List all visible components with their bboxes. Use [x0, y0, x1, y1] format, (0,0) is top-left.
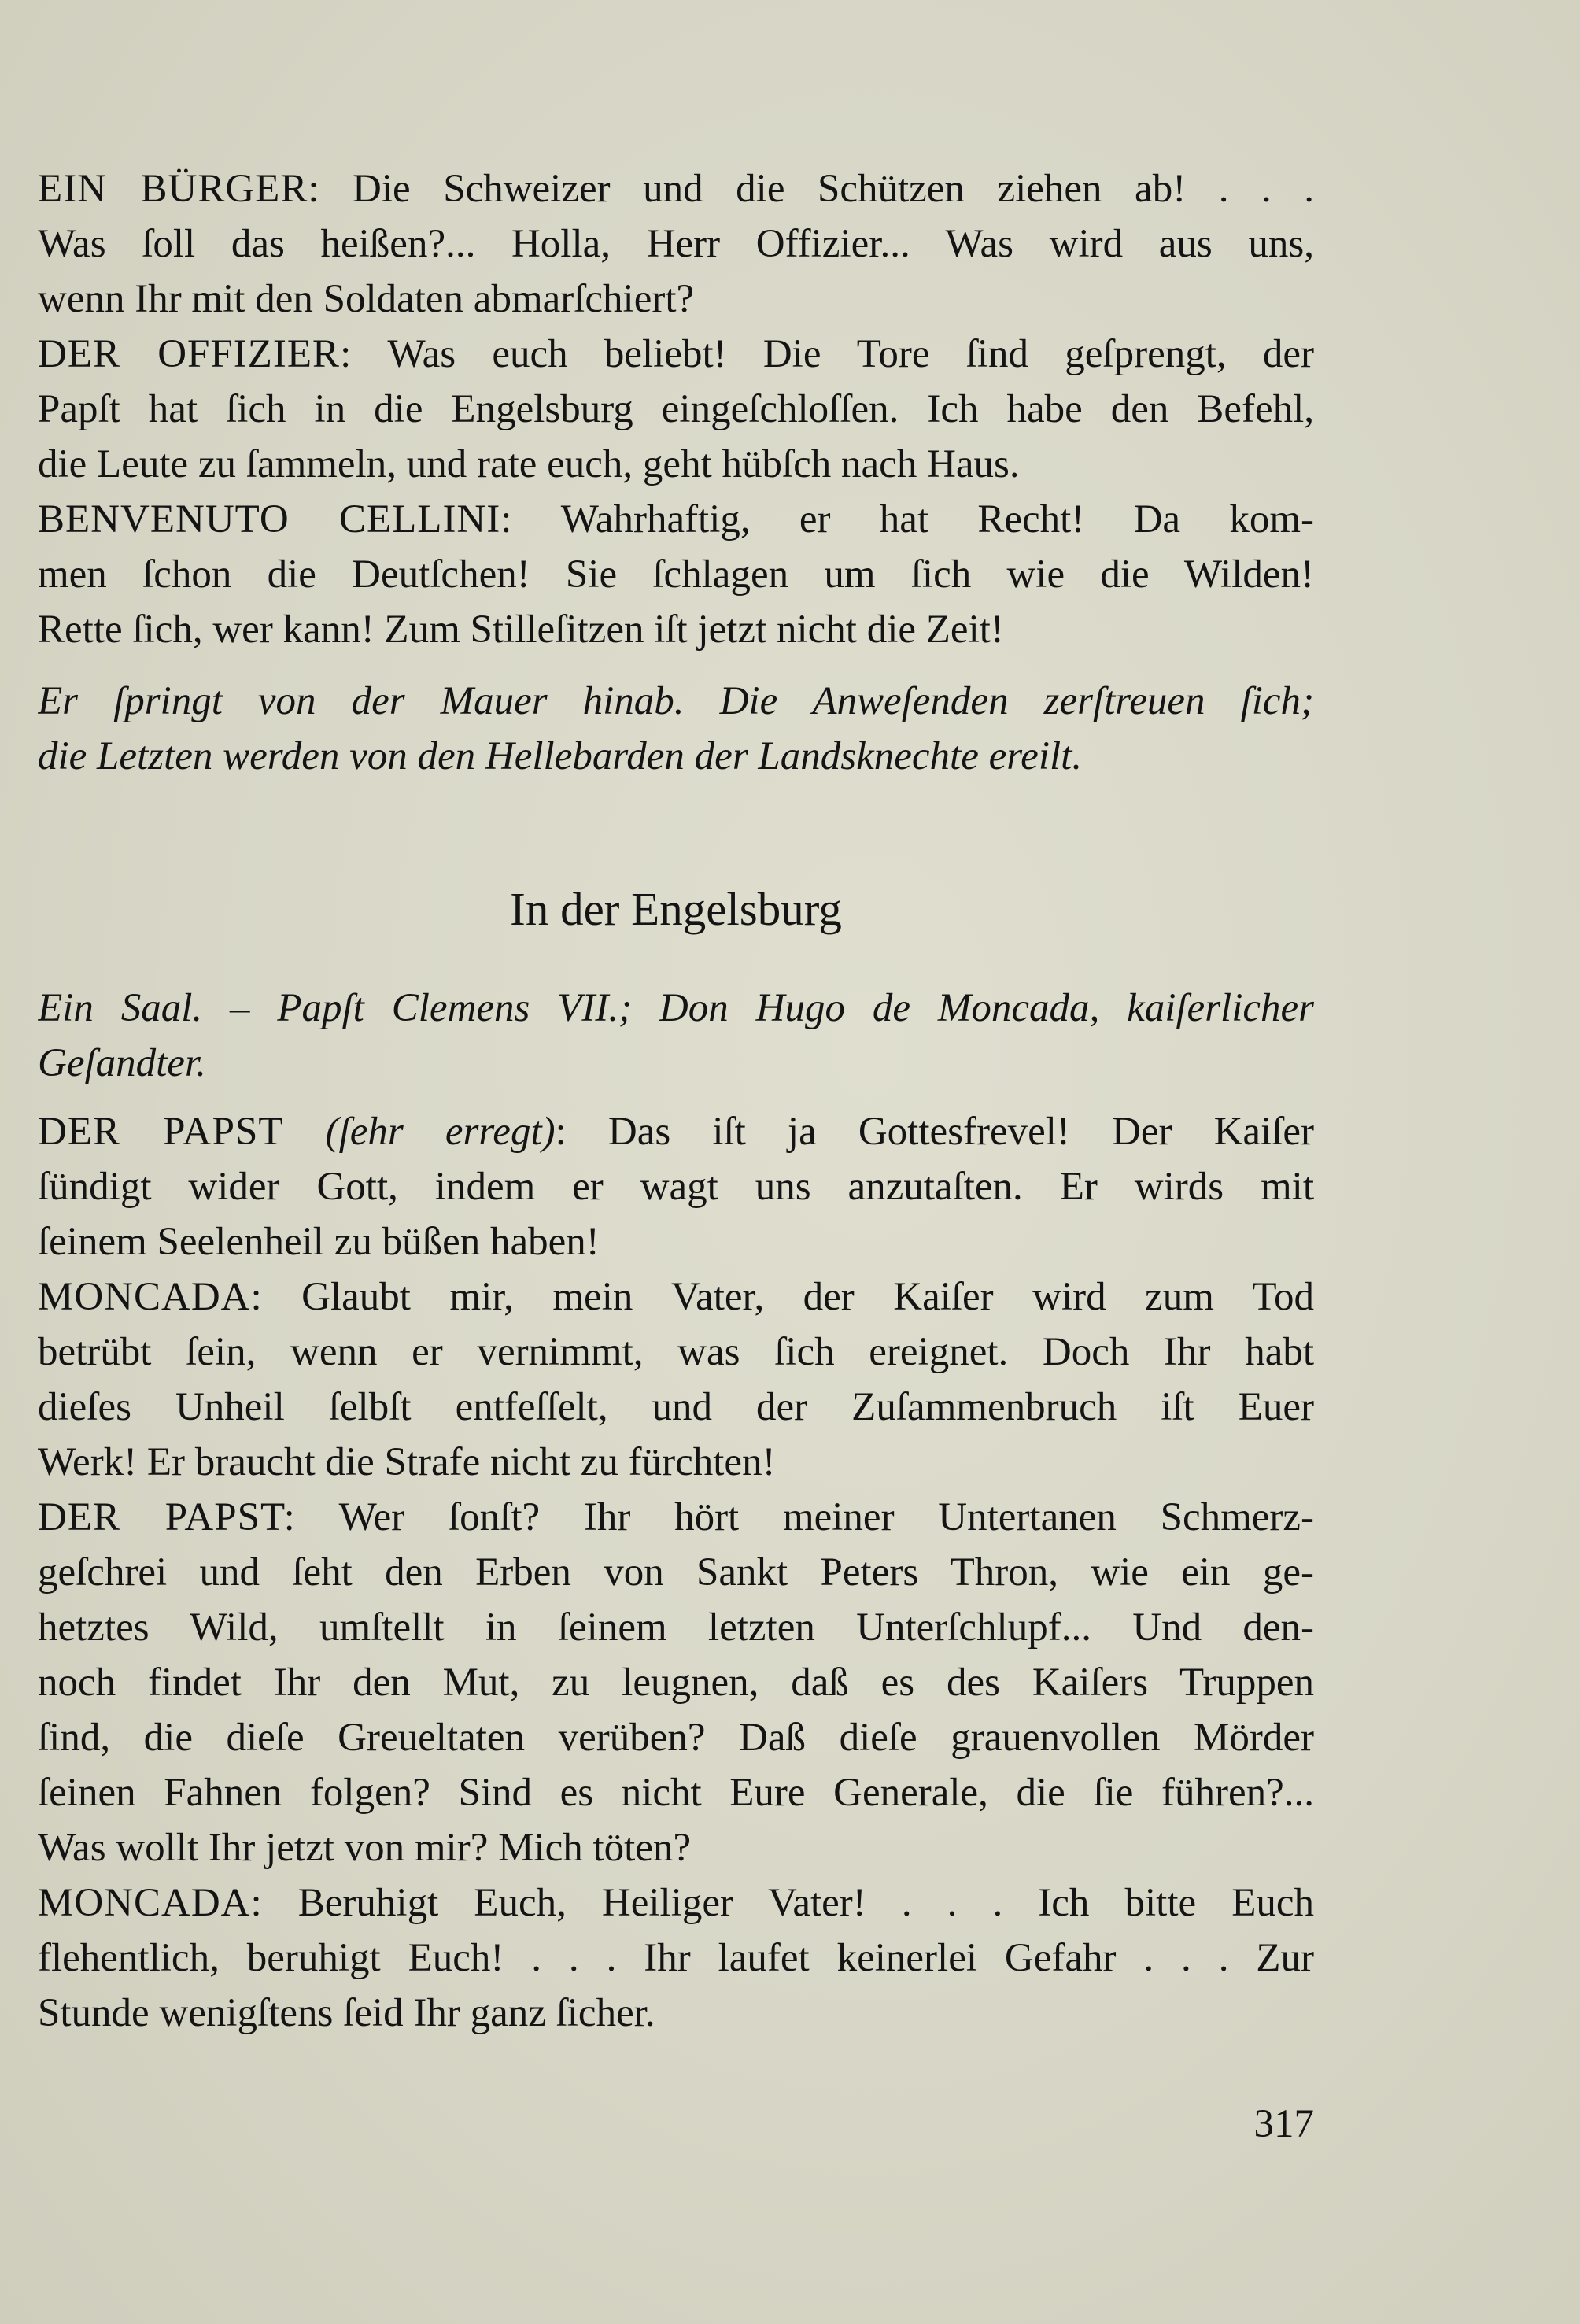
- stage-direction-text: Er ſpringt von der Mauer hinab. Die Anweſenden zerſtreuen ſich;: [38, 679, 1314, 723]
- dialogue-text: Was ſoll das heißen?... Holla, Herr Offizier... Was wird aus uns,: [38, 222, 1314, 266]
- stage-direction: [38, 728, 1314, 785]
- dialogue-text: ſind, die dieſe Greueltaten verüben? Daß dieſe grauenvollen Mörder: [38, 1716, 1314, 1760]
- stage-direction-inline: (ſehr erregt): [283, 1110, 556, 1154]
- text-line: [38, 326, 1314, 382]
- text-line: [38, 1489, 1314, 1546]
- text-line: [38, 1709, 1314, 1766]
- text-line: [38, 216, 1314, 272]
- speaker-label: EIN BÜRGER:: [38, 167, 320, 211]
- stage-direction: [38, 980, 1314, 1036]
- text-line: [38, 1158, 1314, 1215]
- scene-heading: In der Engelsburg: [510, 883, 842, 935]
- text-line: [38, 601, 1314, 658]
- text-line: [38, 381, 1314, 438]
- speaker-label: DER PAPST: [38, 1110, 284, 1154]
- text-line: [38, 1214, 1314, 1270]
- dialogue-text: Stunde wenigſtens ſeid Ihr ganz ſicher.: [38, 1991, 655, 2035]
- dialogue-text: Beruhigt Euch, Heiliger Vater! . . . Ich bitte Euch: [262, 1881, 1314, 1925]
- text-line: [38, 1434, 1314, 1491]
- speaker-label: BENVENUTO CELLINI:: [38, 497, 513, 541]
- stage-direction: [38, 673, 1314, 730]
- dialogue-text: : Das iſt ja Gottesfrevel! Der Kaiſer: [555, 1110, 1314, 1154]
- dialogue-text: ſeinen Fahnen folgen? Sind es nicht Eure Generale, die ſie führen?...: [38, 1771, 1314, 1815]
- speaker-label: MONCADA:: [38, 1275, 263, 1319]
- text-line: [38, 1379, 1314, 1435]
- stage-direction-text: die Letzten werden von den Hellebarden der Landsknechte ereilt.: [38, 734, 1083, 778]
- text-line: [38, 1930, 1314, 1986]
- speaker-label: DER OFFIZIER:: [38, 332, 353, 376]
- dialogue-text: noch findet Ihr den Mut, zu leugnen, daß es des Kaiſers Truppen: [38, 1661, 1314, 1705]
- dialogue-text: dieſes Unheil ſelbſt entfeſſelt, und der Zuſammenbruch iſt Euer: [38, 1385, 1314, 1429]
- text-line: [38, 436, 1314, 493]
- stage-direction-text: Geſandter.: [38, 1041, 206, 1085]
- text-line: [38, 491, 1314, 548]
- dialogue-text: Wahrhaftig, er hat Recht! Da kom-: [512, 497, 1314, 541]
- text-line: [38, 546, 1314, 603]
- dialogue-text: Rette ſich, wer kann! Zum Stilleſitzen iſt jetzt nicht die Zeit!: [38, 608, 1004, 652]
- dialogue-text: flehentlich, beruhigt Euch! . . . Ihr laufet keinerlei Gefahr . . . Zur: [38, 1936, 1314, 1980]
- dialogue-text: geſchrei und ſeht den Erben von Sankt Peters Thron, wie ein ge-: [38, 1550, 1314, 1594]
- text-line: [38, 1875, 1314, 1931]
- dialogue-text: wenn Ihr mit den Soldaten abmarſchiert?: [38, 277, 695, 321]
- text-line: [38, 1820, 1314, 1876]
- dialogue-text: die Leute zu ſammeln, und rate euch, geht hübſch nach Haus.: [38, 442, 1020, 486]
- dialogue-text: Wer ſonſt? Ihr hört meiner Untertanen Schmerz-: [295, 1495, 1314, 1539]
- stage-direction-text: Ein Saal. – Papſt Clemens VII.; Don Hugo de Moncada, kaiſerlicher: [38, 986, 1314, 1030]
- dialogue-text: Glaubt mir, mein Vater, der Kaiſer wird zum Tod: [262, 1275, 1314, 1319]
- dialogue-text: men ſchon die Deutſchen! Sie ſchlagen um ſich wie die Wilden!: [38, 552, 1314, 597]
- text-line: [38, 1985, 1314, 2041]
- dialogue-text: ſündigt wider Gott, indem er wagt uns anzutaſten. Er wirds mit: [38, 1165, 1314, 1209]
- text-line: [38, 271, 1314, 327]
- text-line: [38, 1764, 1314, 1821]
- text-line: [38, 1324, 1314, 1380]
- dialogue-text: Die Schweizer und die Schützen ziehen ab! . . .: [319, 167, 1314, 211]
- text-line: [38, 161, 1314, 217]
- dialogue-text: ſeinem Seelenheil zu büßen haben!: [38, 1220, 600, 1264]
- text-line: [38, 1544, 1314, 1601]
- text-line: [38, 1103, 1314, 1160]
- text-line: [38, 1654, 1314, 1711]
- speaker-label: MONCADA:: [38, 1881, 263, 1925]
- text-line: [38, 1269, 1314, 1325]
- page-number: 317: [1253, 2102, 1314, 2146]
- stage-direction: [38, 1035, 1314, 1092]
- dialogue-text: betrübt ſein, wenn er vernimmt, was ſich ereignet. Doch Ihr habt: [38, 1330, 1314, 1374]
- text-line: [38, 1599, 1314, 1656]
- dialogue-text: Werk! Er braucht die Strafe nicht zu fürchten!: [38, 1440, 776, 1484]
- dialogue-text: hetztes Wild, umſtellt in ſeinem letzten Unterſchlupf... Und den-: [38, 1605, 1314, 1650]
- dialogue-text: Papſt hat ſich in die Engelsburg eingeſchloſſen. Ich habe den Befehl,: [38, 387, 1314, 431]
- speaker-label: DER PAPST:: [38, 1495, 296, 1539]
- dialogue-text: Was euch beliebt! Die Tore ſind geſprengt, der: [352, 332, 1314, 376]
- dialogue-text: Was wollt Ihr jetzt von mir? Mich töten?: [38, 1826, 692, 1870]
